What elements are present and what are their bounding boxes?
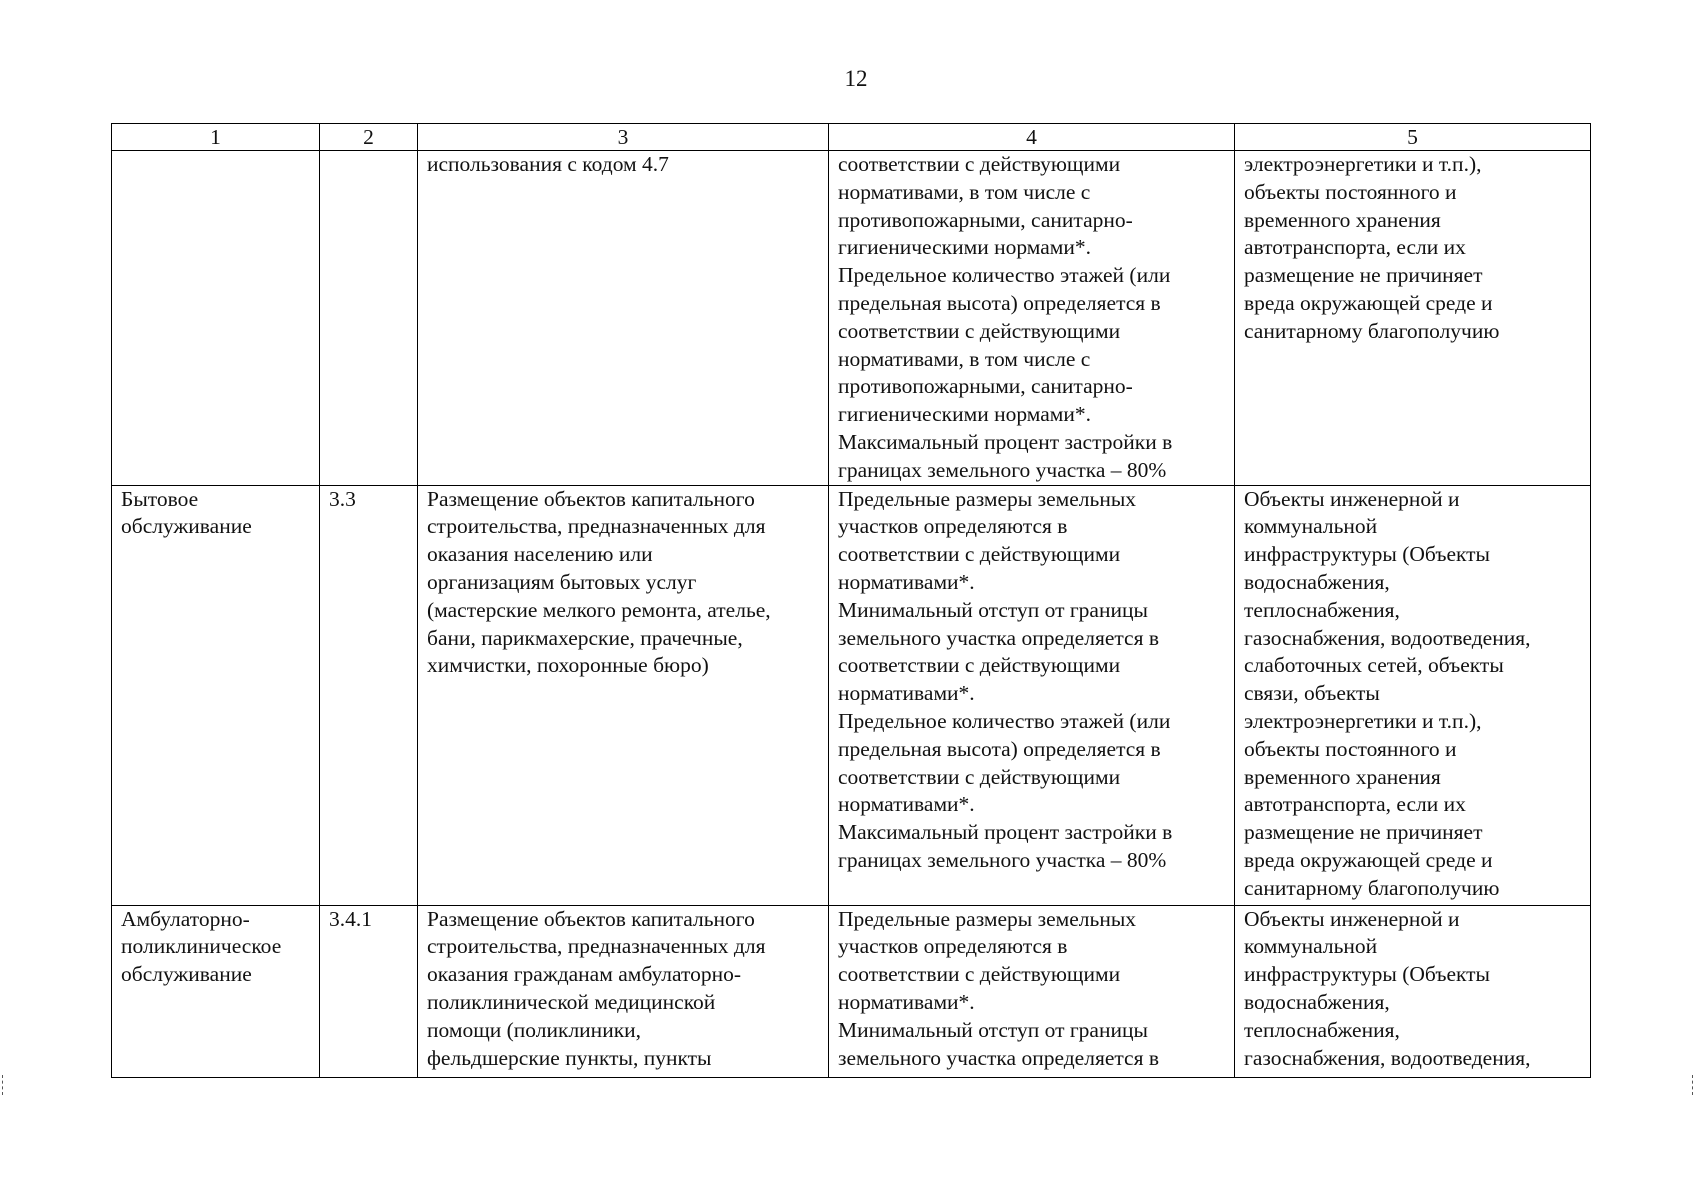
use-description-cell [418, 485, 829, 905]
table-header [112, 124, 1591, 151]
auxiliary-uses-cell [1235, 151, 1591, 486]
parameters-text: Предельные размеры земельных участков определяются в соответствии с действующими нормативами*. Минимальный отступ от границы земельного участка определяется в соответствии с действующими нормативами*. Предельное количество этажей (или предельная высота) определяется в соответствии с действующими нормативами*. Максимальный процент застройки в границах земельного участка – 80% [838, 486, 1173, 872]
use-code-text: 3.3 [329, 486, 356, 511]
zoning-table [111, 123, 1591, 1078]
use-code-cell [320, 151, 418, 486]
auxiliary-uses-cell [1235, 905, 1591, 1077]
header-col-4: 4 [829, 124, 1235, 151]
auxiliary-uses-text: Объекты инженерной и коммунальной инфраструктуры (Объекты водоснабжения, теплоснабжения, газоснабжения, водоотведения, [1244, 906, 1531, 1070]
auxiliary-uses-text: Объекты инженерной и коммунальной инфраструктуры (Объекты водоснабжения, теплоснабжения, газоснабжения, водоотведения, слаботочных сетей, объекты связи, объекты электроэнергетики и т.п.), объекты постоянного и временного хранения автотранспорта, если их размещение не причиняет вреда окружающей среде и санитарному благополучию [1244, 486, 1531, 900]
use-name-cell [112, 151, 320, 486]
header-col-3: 3 [418, 124, 829, 151]
header-col-5: 5 [1235, 124, 1591, 151]
scan-margin-mark-right [1692, 1075, 1695, 1095]
use-description-cell [418, 151, 829, 486]
use-description-cell [418, 905, 829, 1077]
header-row [112, 124, 1591, 151]
use-name-text: Амбулаторно- поликлиническое обслуживание [121, 906, 282, 987]
use-name-cell [112, 905, 320, 1077]
table-body [112, 151, 1591, 1078]
use-description-text: Размещение объектов капитального строительства, предназначенных для оказания гражданам амбулаторно- поликлинической медицинской помощи (поликлиники, фельдшерские пункты, пункты [427, 906, 766, 1070]
parameters-cell [829, 905, 1235, 1077]
scan-margin-mark-left [2, 1075, 5, 1095]
parameters-cell [829, 151, 1235, 486]
auxiliary-uses-text: электроэнергетики и т.п.), объекты постоянного и временного хранения автотранспорта, если их размещение не причиняет вреда окружающей среде и санитарному благополучию [1244, 152, 1500, 343]
parameters-text: соответствии с действующими нормативами, в том числе с противопожарными, санитарно- гигиеническими нормами*. Предельное количество этажей (или предельная высота) определяется в соответствии с действующими нормативами, в том числе с противопожарными, санитарно- гигиеническими нормами*. Максимальный процент застройки в границах земельного участка – 80% [838, 152, 1173, 482]
use-code-cell [320, 905, 418, 1077]
use-code-cell [320, 485, 418, 905]
page-number: 12 [844, 66, 868, 91]
header-col-1: 1 [112, 124, 320, 151]
table-row [112, 151, 1591, 486]
use-code-text: 3.4.1 [329, 906, 372, 931]
table-row [112, 905, 1591, 1077]
parameters-cell [829, 485, 1235, 905]
use-description-text: Размещение объектов капитального строительства, предназначенных для оказания населению или организациям бытовых услуг (мастерские мелкого ремонта, ателье, бани, парикмахерские, прачечные, химчистки, похоронные бюро) [427, 486, 771, 678]
use-name-text: Бытовое обслуживание [121, 486, 252, 539]
header-col-2: 2 [320, 124, 418, 151]
table-row [112, 485, 1591, 905]
auxiliary-uses-cell [1235, 485, 1591, 905]
use-description-text: использования с кодом 4.7 [427, 152, 669, 176]
use-name-cell [112, 485, 320, 905]
parameters-text: Предельные размеры земельных участков определяются в соответствии с действующими нормативами*. Минимальный отступ от границы земельного участка определяется в [838, 906, 1159, 1070]
